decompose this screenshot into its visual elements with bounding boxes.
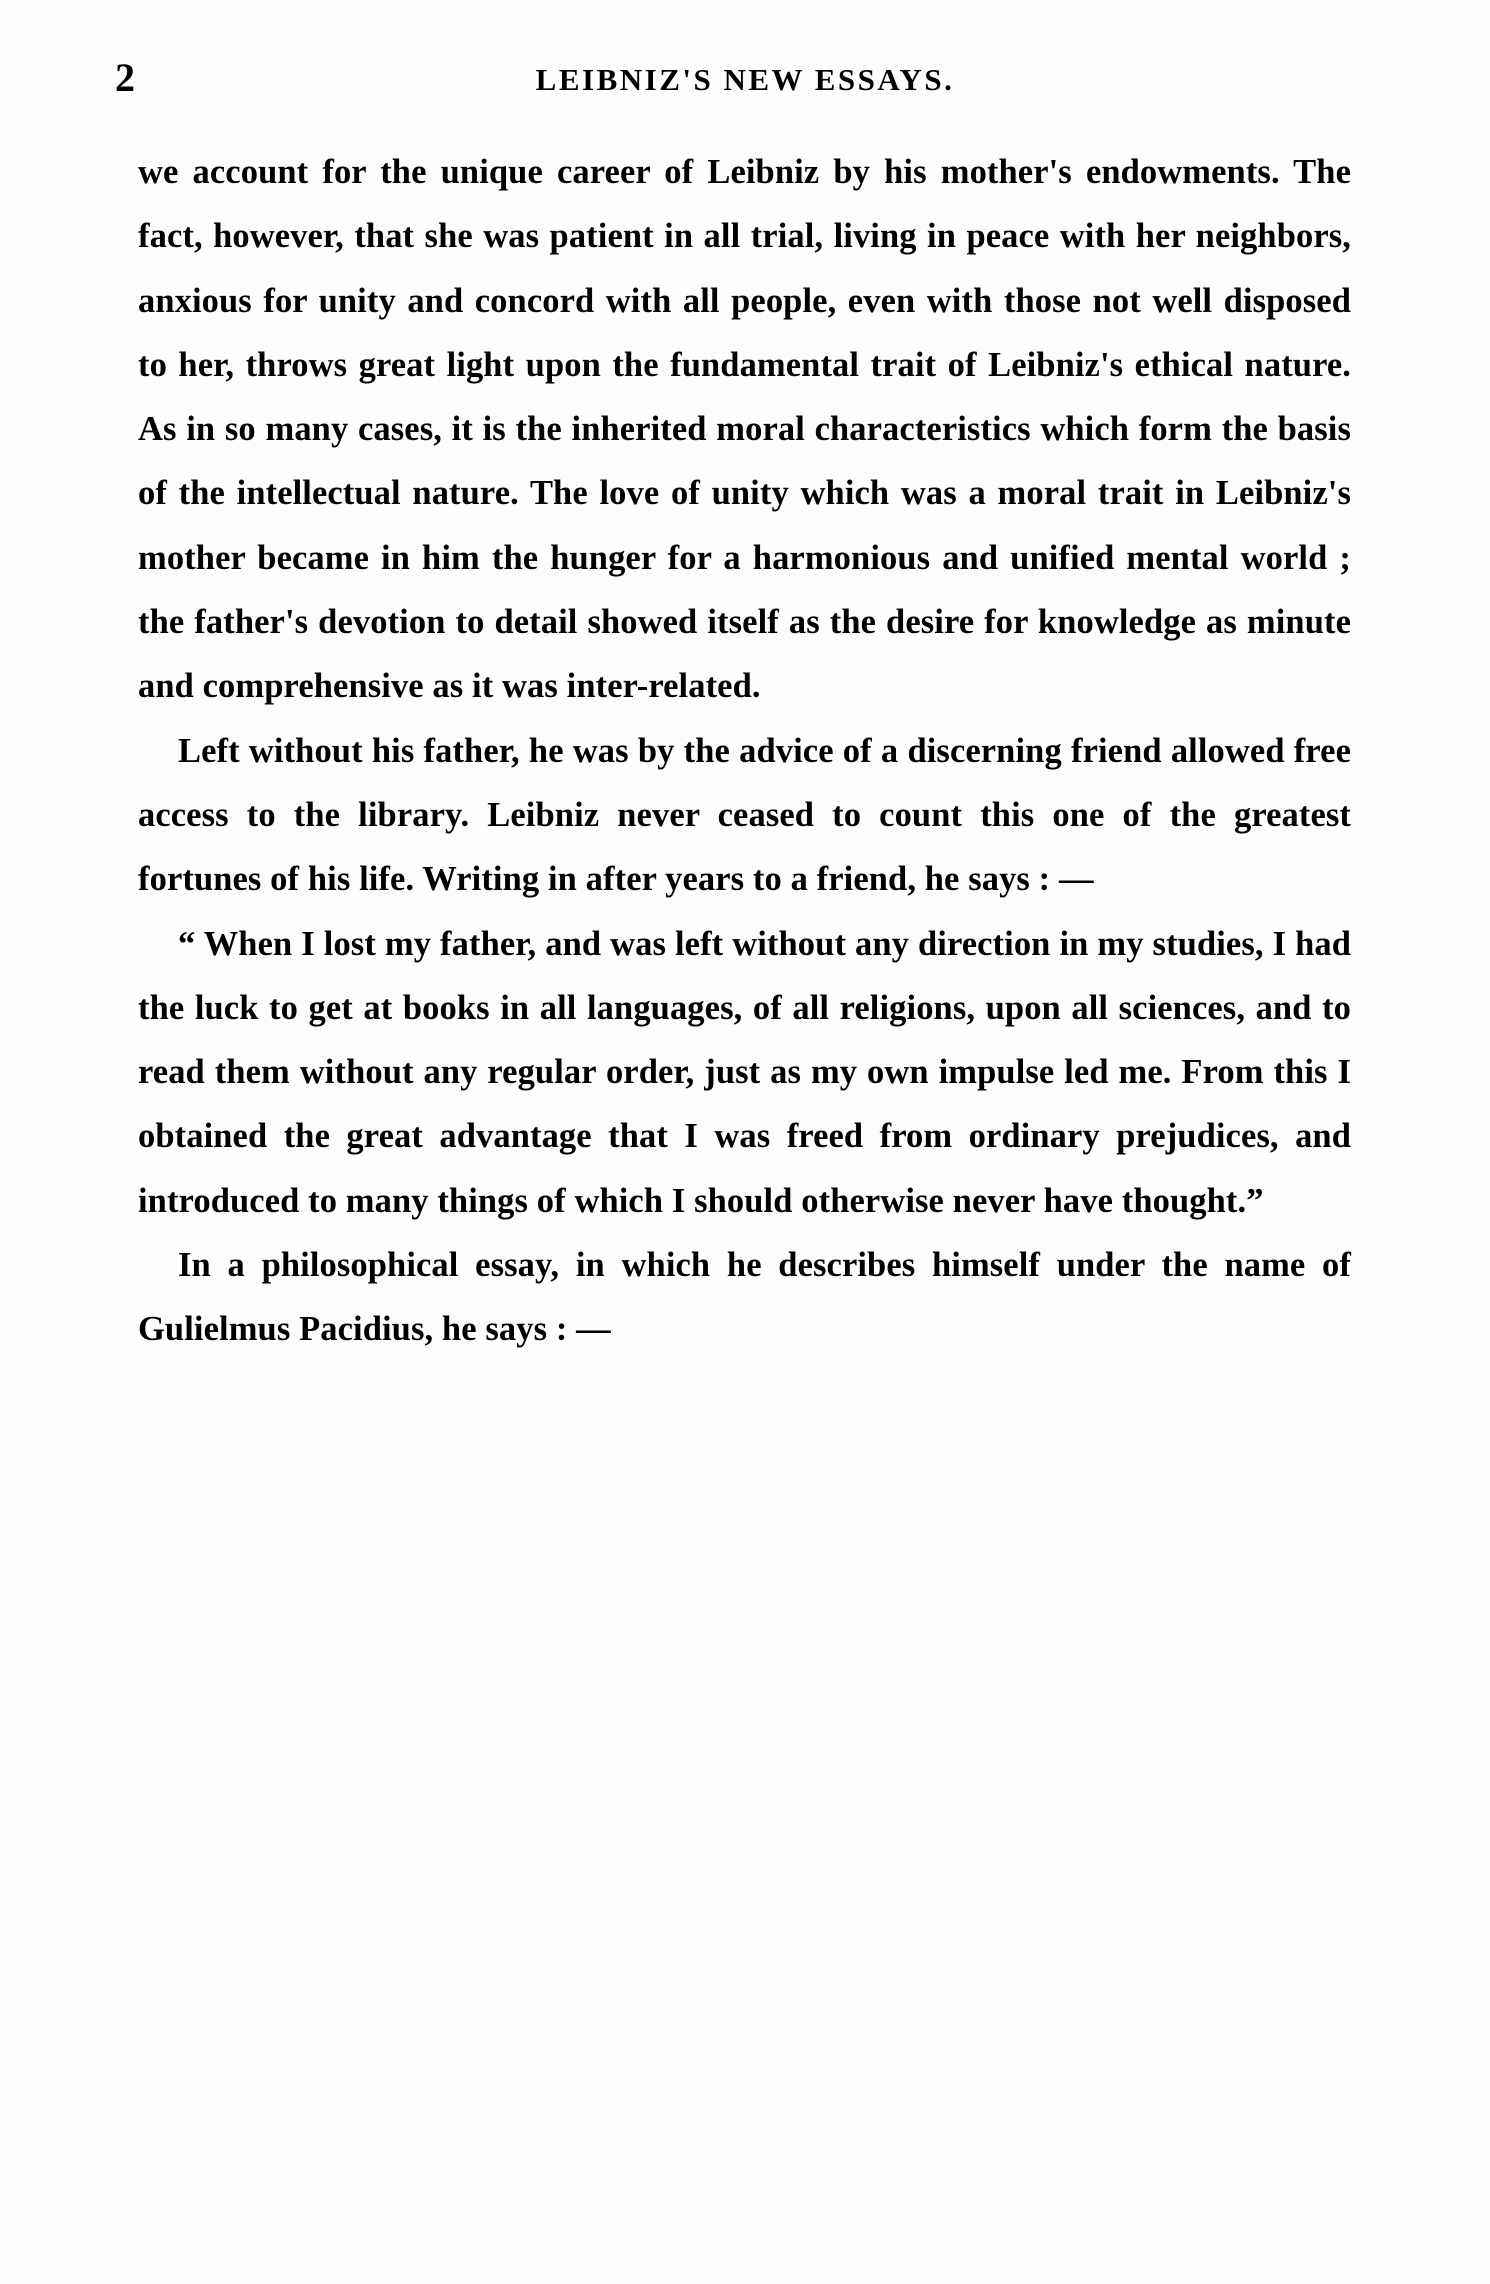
paragraph: Left without his father, he was by the advice of a discerning friend allowed free access to the library. Leibniz never ceased to count this one of the greatest fortunes of his life. Writing in after years to a friend, he says : —	[138, 731, 1351, 899]
running-head: LEIBNIZ'S NEW ESSAYS.	[535, 62, 955, 97]
paragraph: we account for the unique career of Leibniz by his mother's endowments. The fact, however, that she was patient in all trial, living in peace with her neighbors, anxious for unity and concord with all people, even with those not well disposed to her, throws great light upon the fundamental trait of Leibniz's ethical nature. As in so many cases, it is the inherited moral characteristics which form the basis of the intellectual nature. The love of unity which was a moral trait in Leibniz's mother became in him the hunger for a harmonious and unified mental world ; the father's devotion to detail showed itself as the desire for knowledge as minute and comprehensive as it was inter-related.	[138, 153, 1351, 706]
page-header	[115, 48, 1375, 108]
body-text	[138, 140, 1351, 1362]
page-number: 2	[115, 55, 135, 100]
paragraph: “ When I lost my father, and was left without any direction in my studies, I had the luck to get at books in all languages, of all religions, upon all sciences, and to read them without any regular order, just as my own impulse led me. From this I obtained the great advantage that I was freed from ordinary prejudices, and introduced to many things of which I should otherwise never have thought.”	[138, 924, 1351, 1220]
paragraph: In a philosophical essay, in which he describes himself under the name of Gulielmus Pacidius, he says : —	[138, 1246, 1351, 1349]
